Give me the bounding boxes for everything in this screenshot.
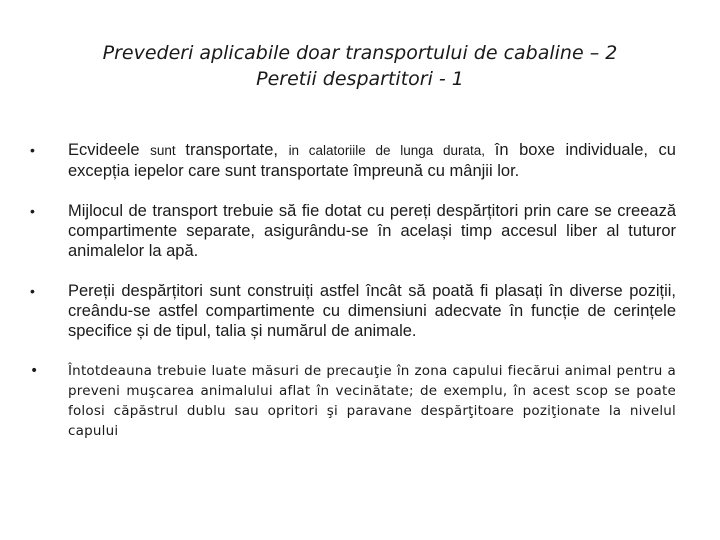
bullet-3-text: Pereții despărțitori sunt construiți astfel încât să poată fi plasați în diverse poziții, creându-se astfel compartimente cu dimensiuni adecvate în funcție de cerințele specifice și de tipul, talia și numărul de animale. [68,282,676,340]
bullet-icon: • [30,283,35,299]
bullet-item-1 [30,140,676,181]
bullet-4-text: Întotdeauna trebuie luate măsuri de precauţie în zona capului fiecărui animal pentru a preveni muşcarea animalului aflat în vecinătate; de exemplu, în acest scop se poate folosi căpăstrul dublu sau opritori şi paravane despărţitoare poziţionate la nivelul capului [68,363,676,439]
bullet-icon: • [30,203,35,219]
bullet-icon: • [30,363,39,379]
bullet-icon: • [30,142,35,158]
bullet-1-text: Ecvideele sunt transportate, in calatoriile de lunga durata, în boxe individuale, cu excepția iepelor care sunt transportate împreună cu mânjii lor. [68,141,676,180]
title-line-2: Peretii despartitori - 1 [256,68,464,90]
bullet-item-3 [30,281,676,341]
title-line-1: Prevederi aplicabile doar transportului de cabaline – 2 [102,42,618,64]
bullet-2-text: Mijlocul de transport trebuie să fie dotat cu pereți despărțitori prin care se creează compartimente separate, asigurându-se în același timp accesul liber al tuturor animalelor la apă. [68,202,676,260]
bullet-list [30,140,676,463]
bullet-item-2 [30,201,676,261]
bullet-item-4 [30,361,676,441]
slide-title [0,40,720,92]
